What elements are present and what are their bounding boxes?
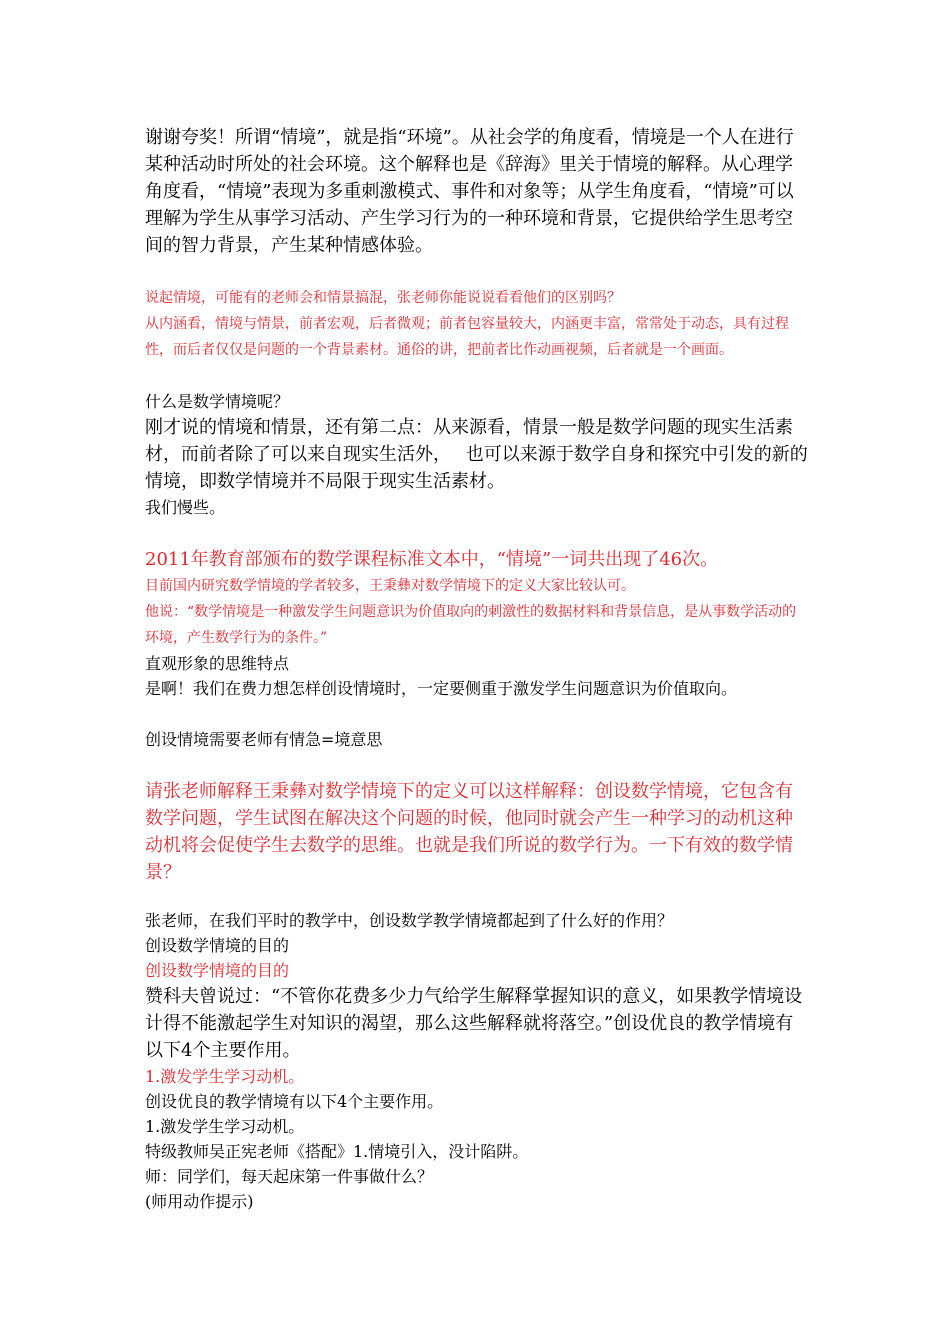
paragraph-definition-quote: 他说：“数学情境是一种激发学生问题意识为价值取向的刺激性的数据材料和背景信息，是从事数学活动的环境，产生数学行为的条件。” (145, 604, 797, 646)
paragraph-four-roles: 创设优良的教学情境有以下4个主要作用。 (145, 1092, 444, 1111)
paragraph-value-orientation: 是啊！我们在费力想怎样创设情境时，一定要侧重于激发学生问题意识为价值取向。 (145, 679, 738, 698)
spacer (145, 520, 810, 546)
paragraph-slow: 我们慢些。 (145, 498, 226, 517)
paragraph-researchers: 目前国内研究数学情境的学者较多，王秉彝对数学情境下的定义大家比较认可。 (145, 578, 635, 594)
spacer (145, 886, 810, 908)
paragraph-intuitive: 直观形象的思维特点 (145, 654, 290, 673)
document-page (145, 124, 810, 1214)
paragraph-example-lesson: 特级教师吴正宪老师《搭配》1.情境引入，没计陷阱。 (145, 1142, 529, 1161)
paragraph-teacher-emotion: 创设情境需要老师有情急=境意思 (145, 730, 383, 749)
item-motivation: 1.激发学生学习动机。 (145, 1117, 305, 1136)
spacer (145, 363, 810, 389)
answer-difference: 从内涵看，情境与情景，前者宏观，后者微观；前者包容量较大，内涵更丰富，常常处于动态，具有过程性，而后者仅仅是问题的一个背景素材。通俗的讲，把前者比作动画视频，后者就是一个画面。 (145, 316, 789, 358)
question-difference: 说起情境，可能有的老师会和情景搞混，张老师你能说说看看他们的区别吗？ (145, 290, 621, 306)
paragraph-teacher-question: 师：同学们，每天起床第一件事做什么？ (145, 1167, 434, 1186)
question-role: 张老师，在我们平时的教学中，创设数学教学情境都起到了什么好的作用？ (145, 911, 674, 930)
spacer (145, 701, 810, 727)
paragraph-2011-standard: 2011年教育部颁布的数学课程标准文本中，“情境”一词共出现了46次。 (145, 549, 719, 570)
item-motivation-red: 1.激发学生学习动机。 (145, 1067, 305, 1086)
paragraph-teacher-hint: (师用动作提示) (145, 1192, 254, 1211)
paragraph-zankov-quote: 赞科夫曾说过：“不管你花费多少力气给学生解释掌握知识的意义，如果教学情境设计得不能激起学生对知识的渴望，那么这些解释就将落空。”创设优良的教学情境有以下4个主要作用。 (145, 986, 803, 1061)
heading-purpose-red: 创设数学情境的目的 (145, 961, 290, 980)
heading-purpose: 创设数学情境的目的 (145, 936, 290, 955)
question-math-situation: 什么是数学情境呢？ (145, 392, 290, 411)
paragraph-intro: 谢谢夸奖！所谓“情境”，就是指“环境”。从社会学的角度看，情境是一个人在进行某种活动时所处的社会环境。这个解释也是《辞海》里关于情境的解释。从心理学角度看，“情境”表现为多重刺激模式、事件和对象等；从学生角度看，“情境”可以理解为学生从事学习活动、产生学习行为的一种环境和背景，它提供给学生思考空间的智力背景，产生某种情感体验。 (145, 127, 794, 256)
spacer (145, 259, 810, 285)
paragraph-source: 刚才说的情境和情景，还有第二点：从来源看，情景一般是数学问题的现实生活素材，而前者除了可以来自现实生活外， 也可以来源于数学自身和探究中引发的新的情境，即数学情境并不局限于现实生活素材。 (145, 417, 808, 492)
spacer (145, 752, 810, 778)
paragraph-explanation-request: 请张老师解释王秉彝对数学情境下的定义可以这样解释：创设数学情境，它包含有数学问题，学生试图在解决这个问题的时候，他同时就会产生一种学习的动机这种动机将会促使学生去数学的思维。也就是我们所说的数学行为。一下有效的数学情景？ (145, 781, 793, 883)
